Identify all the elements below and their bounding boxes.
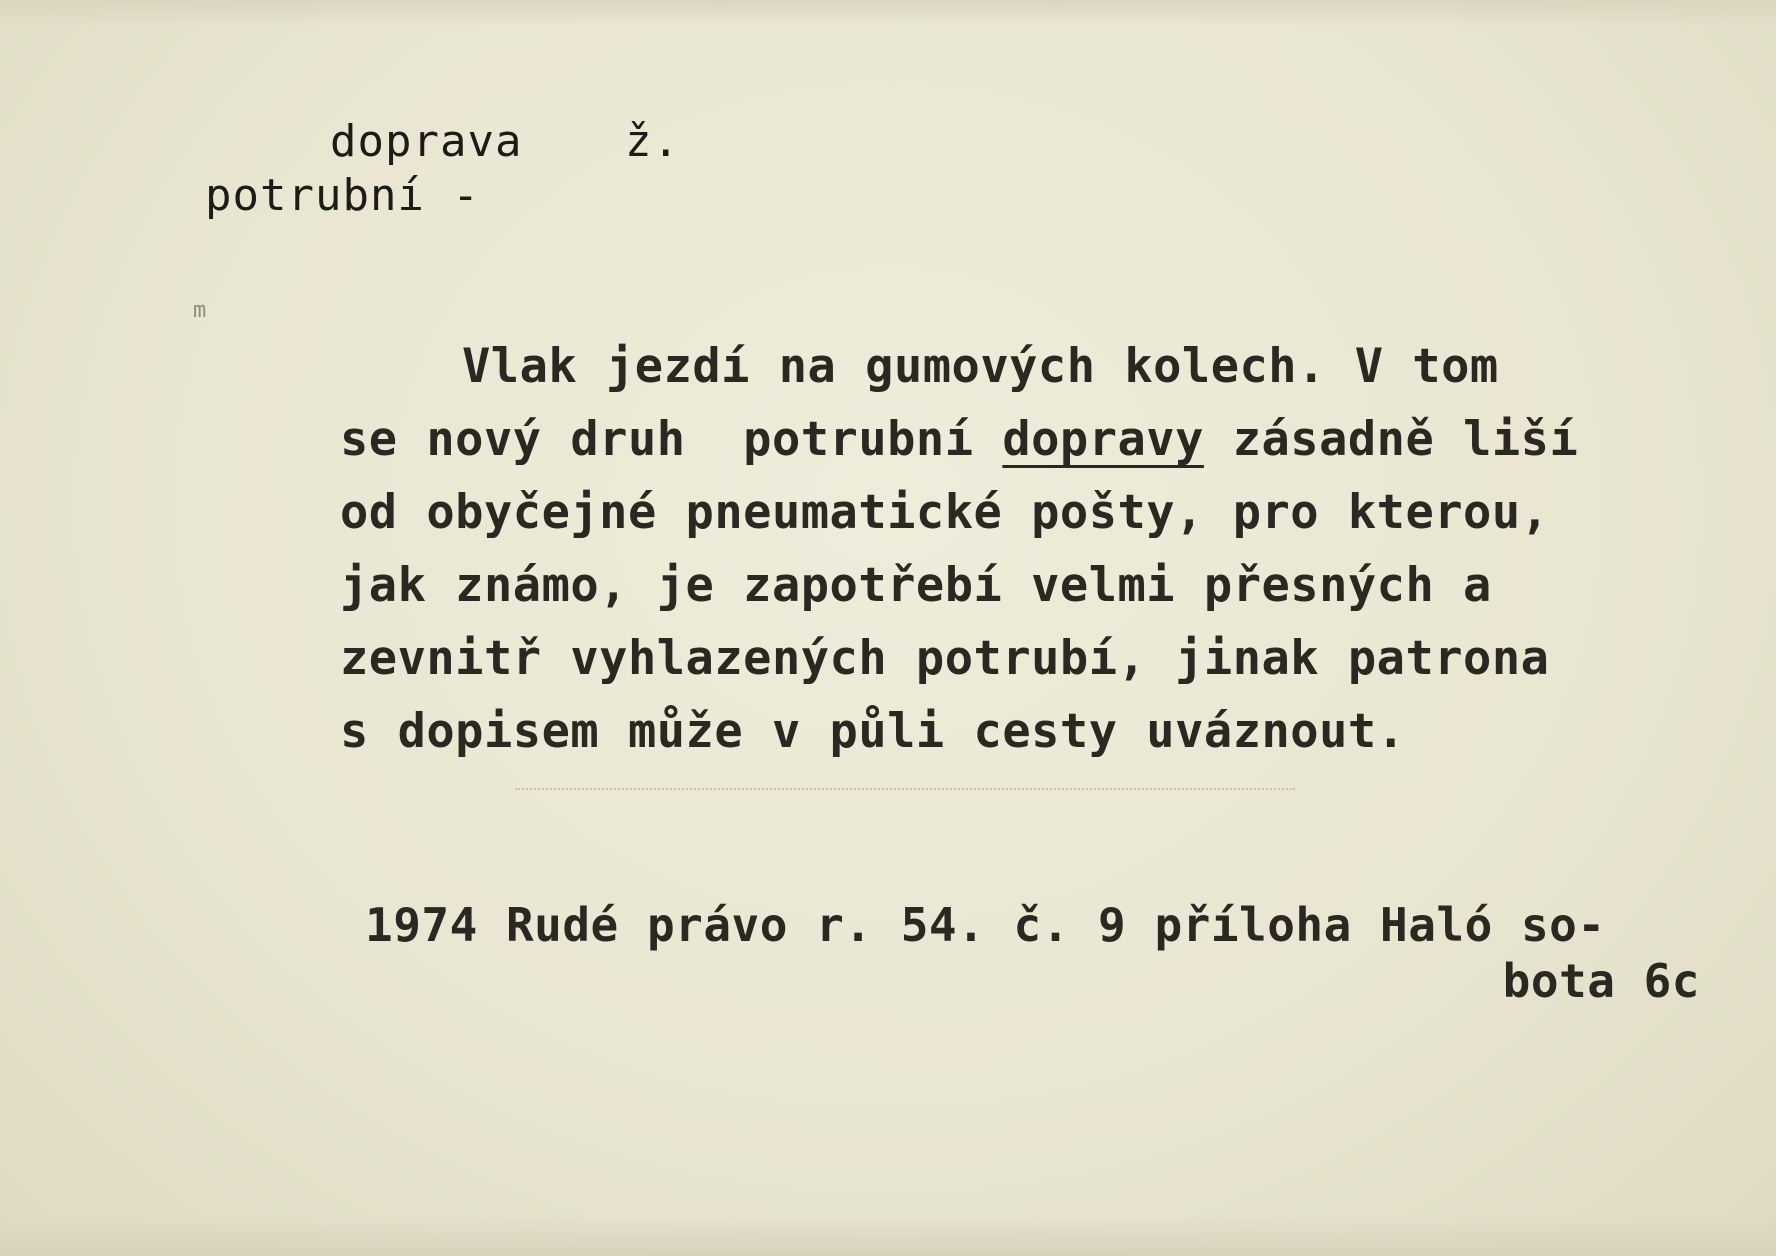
underlined-word: dopravy: [1002, 412, 1204, 467]
source-line: bota 6c: [1502, 954, 1700, 1008]
margin-mark: m: [193, 298, 207, 323]
citation-line: s dopisem může v půli cesty uváznout.: [340, 704, 1406, 759]
citation-text: [340, 330, 1680, 768]
headword: doprava: [330, 116, 523, 167]
bottom-edge-shadow: [0, 1216, 1776, 1256]
citation-line: od obyčejné pneumatické pošty, pro kterou,: [340, 485, 1550, 540]
citation-line-start: se nový druh potrubní: [340, 412, 1003, 467]
top-edge-shadow: [0, 0, 1776, 26]
source-reference: [365, 897, 1710, 1009]
source-line: 1974 Rudé právo r. 54. č. 9 příloha Haló so-: [365, 898, 1606, 952]
citation-line: zevnitř vyhlazených potrubí, jinak patrona: [340, 631, 1550, 686]
faint-dotted-rule: [515, 788, 1295, 790]
citation-line-end: zásadně liší: [1203, 412, 1579, 467]
grammar-label: ž.: [625, 116, 680, 167]
citation-line: Vlak jezdí na gumových kolech. V tom: [462, 339, 1499, 394]
citation-line: jak známo, je zapotřebí velmi přesných a: [340, 558, 1492, 613]
citation-line: [340, 403, 1680, 476]
term-label: potrubní -: [205, 170, 480, 221]
